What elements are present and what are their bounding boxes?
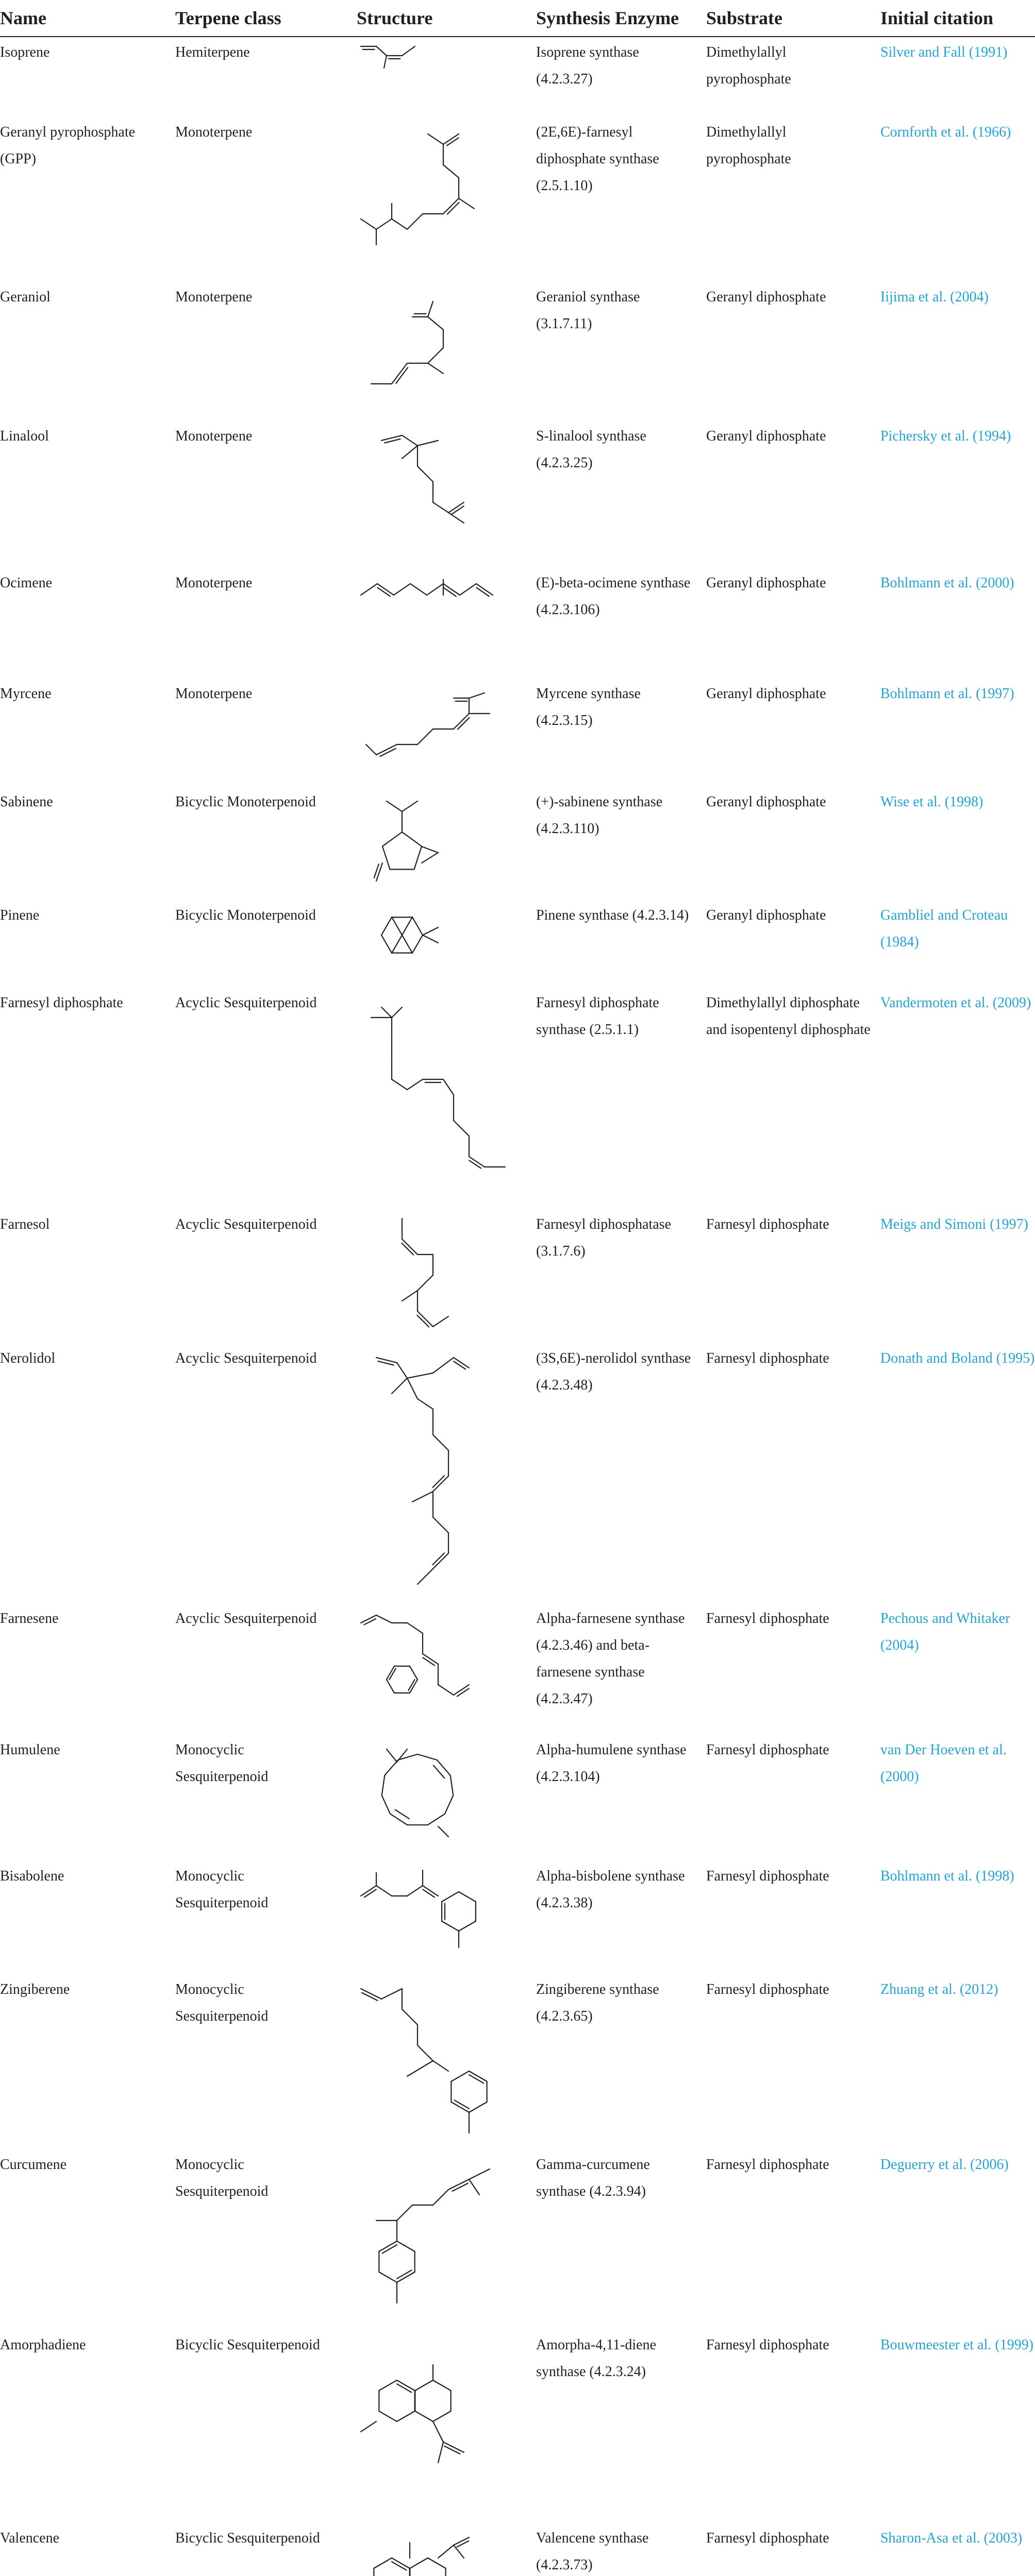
structure-diagram: [340, 899, 526, 981]
bond-line: [364, 1619, 376, 1624]
bond-line: [454, 1121, 469, 1136]
cell-substrate: Geranyl diphosphate: [706, 575, 826, 591]
cell-substrate: Farnesyl diphosphate: [706, 1350, 829, 1366]
cell-initial-citation[interactable]: Donath and Boland (1995): [880, 1350, 1035, 1366]
bond-line: [380, 749, 395, 756]
structure-diagram: [340, 677, 526, 781]
molecule-structure-svg: [340, 36, 526, 111]
cell-synthesis-enzyme: Alpha-humulene synthase (4.2.3.104): [536, 1742, 687, 1785]
bond-line: [381, 917, 392, 935]
bond-line: [402, 446, 418, 459]
bond-line: [364, 1889, 376, 1897]
table-row: [0, 116, 1035, 281]
cell-name: Farnesol: [0, 1216, 50, 1232]
cell-name: Humulene: [0, 1742, 60, 1758]
cell-substrate: Farnesyl diphosphate: [706, 2337, 829, 2353]
bond-line: [460, 584, 476, 595]
bond-line: [443, 165, 459, 178]
cell-terpene-class: Bicyclic Monoterpenoid: [175, 794, 316, 810]
cell-name: Isoprene: [0, 44, 50, 60]
bond-line: [415, 2380, 433, 2391]
bond-line: [412, 917, 423, 935]
bond-line: [442, 1892, 459, 1902]
cell-name: Ocimene: [0, 575, 53, 591]
table-row: [0, 281, 1035, 420]
cell-substrate: Farnesyl diphosphate: [706, 1611, 829, 1626]
bond-line: [438, 2545, 454, 2558]
molecule-structure-svg: [340, 2148, 526, 2324]
cell-substrate: Farnesyl diphosphate: [706, 2530, 829, 2546]
bond-line: [382, 832, 402, 846]
table-row: [0, 1973, 1035, 2148]
table-row: [0, 1860, 1035, 1973]
cell-terpene-class: Monoterpene: [175, 575, 253, 591]
cell-synthesis-enzyme: Farnesyl diphosphate synthase (2.5.1.1): [536, 995, 659, 1038]
bond-line: [395, 1810, 409, 1819]
table-row: [0, 786, 1035, 899]
cell-synthesis-enzyme: Pinene synthase (4.2.3.14): [536, 907, 689, 923]
bond-line: [445, 1795, 453, 1814]
bond-line: [433, 1435, 448, 1450]
molecule-structure-svg: [340, 2329, 526, 2517]
bond-line: [397, 2205, 412, 2221]
cell-terpene-class: Monocyclic Sesquiterpenoid: [175, 1868, 269, 1911]
bond-line: [418, 1275, 433, 1291]
cell-synthesis-enzyme: (2E,6E)-farnesyl diphosphate synthase (2.5.1.10): [536, 124, 659, 194]
bond-line: [454, 1361, 465, 1369]
bond-line: [438, 2442, 443, 2463]
molecule-structure-svg: [340, 677, 526, 781]
bond-line: [407, 1886, 423, 1896]
structure-diagram: [340, 36, 526, 111]
bond-line: [392, 363, 407, 384]
bond-line: [397, 2411, 415, 2421]
structure-diagram: [340, 567, 526, 672]
bond-line: [366, 744, 376, 755]
bond-line: [422, 853, 438, 863]
cell-name: Myrcene: [0, 686, 52, 702]
cell-substrate: Geranyl diphosphate: [706, 428, 826, 444]
bond-line: [450, 1775, 454, 1795]
cell-terpene-class: Monoterpene: [175, 124, 253, 140]
column-header-substrate: Substrate: [706, 8, 783, 28]
bond-line: [418, 2045, 433, 2061]
bond-line: [414, 846, 422, 870]
molecule-structure-svg: [340, 567, 526, 672]
cell-terpene-class: Acyclic Sesquiterpenoid: [175, 1350, 317, 1366]
bond-line: [384, 56, 387, 68]
cell-synthesis-enzyme: (+)-sabinene synthase (4.2.3.110): [536, 794, 663, 837]
cell-terpene-class: Monoterpene: [175, 686, 253, 702]
molecule-structure-svg: [340, 1973, 526, 2143]
bond-line: [415, 2411, 433, 2421]
cell-initial-citation[interactable]: Meigs and Simoni (1997): [880, 1216, 1028, 1232]
cell-initial-citation[interactable]: Pichersky et al. (1994): [880, 428, 1011, 444]
bond-line: [376, 1615, 392, 1623]
cell-initial-citation[interactable]: van Der Hoeven et al. (2000): [880, 1742, 1007, 1785]
bond-line: [374, 2558, 392, 2568]
bond-line: [428, 363, 443, 374]
cell-terpene-class: Bicyclic Sesquiterpenoid: [175, 2337, 320, 2353]
molecule-structure-svg: [340, 2522, 526, 2576]
structure-diagram: [340, 116, 526, 276]
cell-synthesis-enzyme: Alpha-farnesene synthase (4.2.3.46) and beta-farnesene synthase (4.2.3.47): [536, 1611, 685, 1707]
cell-initial-citation[interactable]: Cornforth et al. (1966): [880, 124, 1011, 140]
cell-substrate: Geranyl diphosphate: [706, 907, 826, 923]
cell-synthesis-enzyme: Isoprene synthase (4.2.3.27): [536, 44, 639, 87]
cell-synthesis-enzyme: Farnesyl diphosphatase (3.1.7.6): [536, 1216, 672, 1259]
molecule-structure-svg: [340, 116, 526, 276]
molecule-structure-svg: [340, 899, 526, 981]
bond-line: [423, 935, 438, 943]
cell-initial-citation[interactable]: Pechous and Whitaker (2004): [880, 1611, 1010, 1653]
structure-diagram: [340, 2148, 526, 2324]
bond-line: [382, 2245, 397, 2253]
bond-line: [377, 588, 390, 597]
cell-terpene-class: Acyclic Sesquiterpenoid: [175, 1216, 317, 1232]
bond-line: [376, 1886, 392, 1896]
bond-line: [433, 2190, 448, 2205]
cell-name: Geraniol: [0, 289, 51, 305]
bond-line: [361, 1615, 376, 1623]
bond-line: [438, 1685, 454, 1695]
bond-line: [379, 2411, 397, 2421]
bond-line: [397, 2270, 411, 2278]
bond-line: [376, 863, 382, 881]
cell-synthesis-enzyme: (3S,6E)-nerolidol synthase (4.2.3.48): [536, 1350, 691, 1393]
bond-line: [397, 1363, 407, 1378]
cell-terpene-class: Hemiterpene: [175, 44, 250, 60]
structure-diagram: [340, 1860, 526, 1968]
bond-line: [418, 1399, 433, 1409]
column-header-structure: Structure: [357, 8, 433, 28]
bond-line: [402, 435, 418, 446]
bond-line: [394, 584, 410, 595]
molecule-structure-svg: [340, 987, 526, 1203]
bond-line: [379, 2272, 397, 2282]
bond-line: [459, 1921, 476, 1931]
cell-name: Linalool: [0, 428, 49, 444]
bond-line: [361, 584, 377, 595]
bond-line: [455, 2100, 469, 2108]
bond-line: [459, 1892, 476, 1902]
cell-initial-citation[interactable]: Bohlmann et al. (1997): [880, 686, 1014, 702]
bond-line: [387, 801, 402, 811]
cell-substrate: Farnesyl diphosphate: [706, 1216, 829, 1232]
molecule-structure-svg: [340, 420, 526, 562]
bond-line: [427, 584, 443, 595]
bond-line: [452, 2183, 468, 2191]
column-header-synthesis-enzyme: Synthesis Enzyme: [536, 8, 679, 28]
bond-line: [412, 1492, 433, 1502]
bond-line: [457, 2541, 469, 2547]
bond-line: [407, 2061, 433, 2076]
cell-name: Curcumene: [0, 2157, 67, 2173]
cell-initial-citation[interactable]: Bohlmann et al. (1998): [880, 1868, 1014, 1884]
molecule-structure-svg: [340, 1602, 526, 1728]
cell-substrate: Farnesyl diphosphate: [706, 2157, 829, 2173]
cell-synthesis-enzyme: Zingiberene synthase (4.2.3.65): [536, 1981, 659, 2024]
cell-terpene-class: Acyclic Sesquiterpenoid: [175, 995, 317, 1011]
bond-line: [402, 1291, 418, 1301]
bond-line: [362, 1993, 377, 2001]
cell-initial-citation[interactable]: Bouwmeester et al. (1999): [880, 2337, 1034, 2353]
cell-initial-citation[interactable]: Sharon-Asa et al. (2003): [880, 2530, 1023, 2546]
bond-line: [382, 1795, 390, 1814]
cell-name: Nerolidol: [0, 1350, 56, 1366]
cell-substrate: Farnesyl diphosphate: [706, 1742, 829, 1758]
structure-diagram: [340, 1602, 526, 1728]
bond-line: [379, 2380, 397, 2391]
cell-initial-citation[interactable]: Silver and Fall (1991): [880, 44, 1008, 60]
bond-line: [448, 513, 464, 523]
bond-line: [454, 714, 469, 729]
cell-terpene-class: Monocyclic Sesquiterpenoid: [175, 1742, 269, 1785]
bond-line: [469, 2169, 490, 2179]
bond-line: [428, 1814, 445, 1825]
bond-line: [418, 1569, 433, 1584]
bond-line: [397, 2241, 415, 2251]
cell-synthesis-enzyme: Amorpha-4,11-diene synthase (4.2.3.24): [536, 2337, 656, 2380]
bond-line: [387, 1749, 397, 1762]
bond-line: [428, 301, 433, 317]
bond-line: [397, 2384, 411, 2392]
structure-diagram: [340, 1734, 526, 1855]
table-row: [0, 2329, 1035, 2522]
bond-line: [469, 2102, 487, 2112]
cell-name: Sabinene: [0, 794, 53, 810]
cell-synthesis-enzyme: S-linalool synthase (4.2.3.25): [536, 428, 646, 471]
molecule-structure-svg: [340, 281, 526, 415]
cell-name: Valencene: [0, 2530, 60, 2546]
bond-line: [433, 1517, 448, 1533]
bond-line: [422, 846, 438, 853]
bond-line: [433, 1553, 448, 1569]
bond-line: [454, 2545, 464, 2558]
bond-line: [433, 2061, 448, 2071]
bond-line: [407, 1623, 423, 1633]
bond-line: [428, 134, 443, 144]
bond-line: [418, 1754, 437, 1760]
cell-terpene-class: Monocyclic Sesquiterpenoid: [175, 2157, 269, 2199]
bond-line: [410, 584, 427, 595]
table-row: [0, 677, 1035, 786]
cell-name: Geranyl pyrophosphate (GPP): [0, 124, 136, 167]
bond-line: [438, 1826, 448, 1837]
bond-line: [387, 1680, 394, 1693]
cell-initial-citation[interactable]: Wise et al. (1998): [880, 794, 983, 810]
bond-line: [392, 1007, 402, 1018]
bond-line: [376, 219, 392, 229]
bond-line: [407, 1378, 418, 1399]
bond-line: [410, 2558, 428, 2568]
bond-line: [361, 219, 376, 229]
structure-diagram: [340, 1208, 526, 1337]
bond-line: [433, 502, 448, 513]
bond-line: [382, 1775, 385, 1795]
cell-name: Amorphadiene: [0, 2337, 86, 2353]
bond-line: [469, 693, 485, 698]
bond-line: [418, 466, 433, 482]
bond-line: [428, 348, 443, 363]
table-row: [0, 2522, 1035, 2576]
bond-line: [452, 506, 464, 514]
cell-terpene-class: Bicyclic Monoterpenoid: [175, 907, 316, 923]
bond-line: [454, 2537, 469, 2545]
bond-line: [433, 1358, 454, 1373]
bond-line: [402, 832, 422, 846]
table-row: [0, 420, 1035, 567]
bond-line: [433, 1476, 448, 1492]
bond-line: [469, 1160, 481, 1168]
bond-line: [437, 1760, 450, 1775]
table-row: [0, 1342, 1035, 1602]
cell-initial-citation[interactable]: Gambliel and Croteau (1984): [880, 907, 1008, 950]
cell-substrate: Farnesyl diphosphate: [706, 1981, 829, 1997]
bond-line: [443, 198, 459, 214]
structure-diagram: [340, 420, 526, 562]
molecule-structure-svg: [340, 1342, 526, 1597]
cell-initial-citation[interactable]: Zhuang et al. (2012): [880, 1981, 998, 1997]
bond-line: [442, 1921, 459, 1931]
table-row: [0, 1208, 1035, 1342]
bond-line: [451, 2071, 469, 2081]
bond-line: [443, 1079, 454, 1095]
cell-terpene-class: Monoterpene: [175, 428, 253, 444]
table-row: [0, 1734, 1035, 1860]
bond-line: [444, 2446, 460, 2454]
bond-line: [392, 1378, 407, 1394]
bond-line: [361, 2421, 376, 2432]
bond-line: [428, 2558, 446, 2568]
table-row: [0, 2148, 1035, 2329]
table-row: [0, 36, 1035, 116]
bond-line: [381, 1007, 392, 1018]
table-row: [0, 899, 1035, 987]
bond-line: [412, 935, 423, 953]
bond-line: [376, 46, 387, 56]
bond-line: [392, 1079, 407, 1090]
cell-name: Farnesene: [0, 1611, 59, 1626]
bond-line: [418, 729, 433, 744]
bond-line: [428, 317, 443, 330]
bond-line: [433, 2411, 451, 2421]
cell-initial-citation[interactable]: Bohlmann et al. (2000): [880, 575, 1014, 591]
cell-synthesis-enzyme: Gamma-curcumene synthase (4.2.3.94): [536, 2157, 650, 2199]
structure-diagram: [340, 987, 526, 1203]
cell-substrate: Dimethylallyl pyrophosphate: [706, 44, 791, 87]
bond-line: [407, 214, 423, 229]
bond-line: [469, 2075, 483, 2083]
bond-line: [418, 1311, 433, 1327]
bond-line: [385, 1760, 398, 1775]
molecule-structure-svg: [340, 1208, 526, 1337]
bond-line: [381, 935, 392, 953]
bond-line: [469, 2179, 479, 2195]
cell-synthesis-enzyme: (E)-beta-ocimene synthase (4.2.3.106): [536, 575, 691, 618]
column-header-terpene-class: Terpene class: [175, 8, 281, 28]
bond-line: [402, 2009, 418, 2025]
bond-line: [402, 1239, 418, 1255]
bond-line: [476, 588, 489, 597]
bond-line: [392, 219, 407, 229]
cell-name: Pinene: [0, 907, 40, 923]
bond-line: [402, 801, 418, 811]
bond-line: [402, 46, 415, 56]
bond-line: [397, 1749, 407, 1762]
bond-line: [433, 2380, 451, 2391]
cell-name: Bisabolene: [0, 1868, 64, 1884]
cell-initial-citation[interactable]: Vandermoten et al. (2009): [880, 995, 1031, 1011]
cell-terpene-class: Bicyclic Sesquiterpenoid: [175, 2530, 320, 2546]
cell-synthesis-enzyme: Valencene synthase (4.2.3.73): [536, 2530, 649, 2573]
cell-synthesis-enzyme: Alpha-bisbolene synthase (4.2.3.38): [536, 1868, 685, 1911]
structure-diagram: [340, 1342, 526, 1597]
bond-line: [382, 846, 390, 870]
cell-initial-citation[interactable]: Iijima et al. (2004): [880, 289, 989, 305]
column-header-initial-citation: Initial citation: [880, 8, 994, 28]
structure-diagram: [340, 2522, 526, 2576]
cell-substrate: Dimethylallyl diphosphate and isopentenyl diphosphate: [706, 995, 871, 1038]
cell-substrate: Geranyl diphosphate: [706, 289, 826, 305]
cell-terpene-class: Monoterpene: [175, 289, 253, 305]
bond-line: [423, 927, 438, 935]
bond-line: [443, 588, 456, 597]
column-header-name: Name: [0, 8, 46, 28]
molecule-structure-svg: [340, 1860, 526, 1968]
cell-synthesis-enzyme: Myrcene synthase (4.2.3.15): [536, 686, 641, 728]
bond-line: [423, 1889, 435, 1897]
cell-substrate: Geranyl diphosphate: [706, 794, 826, 810]
bond-line: [418, 440, 438, 446]
bond-line: [447, 138, 459, 145]
bond-line: [410, 1666, 418, 1680]
cell-name: Zingiberene: [0, 1981, 70, 1997]
structure-diagram: [340, 2329, 526, 2517]
bond-line: [459, 198, 474, 209]
table-row: [0, 1602, 1035, 1734]
bond-line: [433, 1316, 448, 1327]
cell-substrate: Farnesyl diphosphate: [706, 1868, 829, 1884]
cell-substrate: Geranyl diphosphate: [706, 686, 826, 702]
table-row: [0, 567, 1035, 677]
bond-line: [392, 2562, 406, 2570]
cell-synthesis-enzyme: Geraniol synthase (3.1.7.11): [536, 289, 640, 332]
table-header: [0, 0, 1035, 41]
bond-line: [433, 2421, 443, 2442]
cell-substrate: Dimethylallyl pyrophosphate: [706, 124, 791, 167]
bond-line: [423, 1657, 435, 1665]
structure-diagram: [340, 281, 526, 415]
bond-line: [407, 1373, 433, 1378]
molecule-structure-svg: [340, 786, 526, 894]
structure-diagram: [340, 786, 526, 894]
bond-line: [407, 1079, 423, 1090]
cell-terpene-class: Monocyclic Sesquiterpenoid: [175, 1981, 269, 2024]
cell-terpene-class: Acyclic Sesquiterpenoid: [175, 1611, 317, 1626]
molecule-structure-svg: [340, 1734, 526, 1855]
structure-diagram: [340, 1973, 526, 2143]
cell-name: Farnesyl diphosphate: [0, 995, 123, 1011]
bond-line: [381, 1989, 402, 1999]
table-row: [0, 987, 1035, 1208]
cell-initial-citation[interactable]: Deguerry et al. (2006): [880, 2157, 1009, 2173]
bond-line: [457, 1688, 469, 1696]
